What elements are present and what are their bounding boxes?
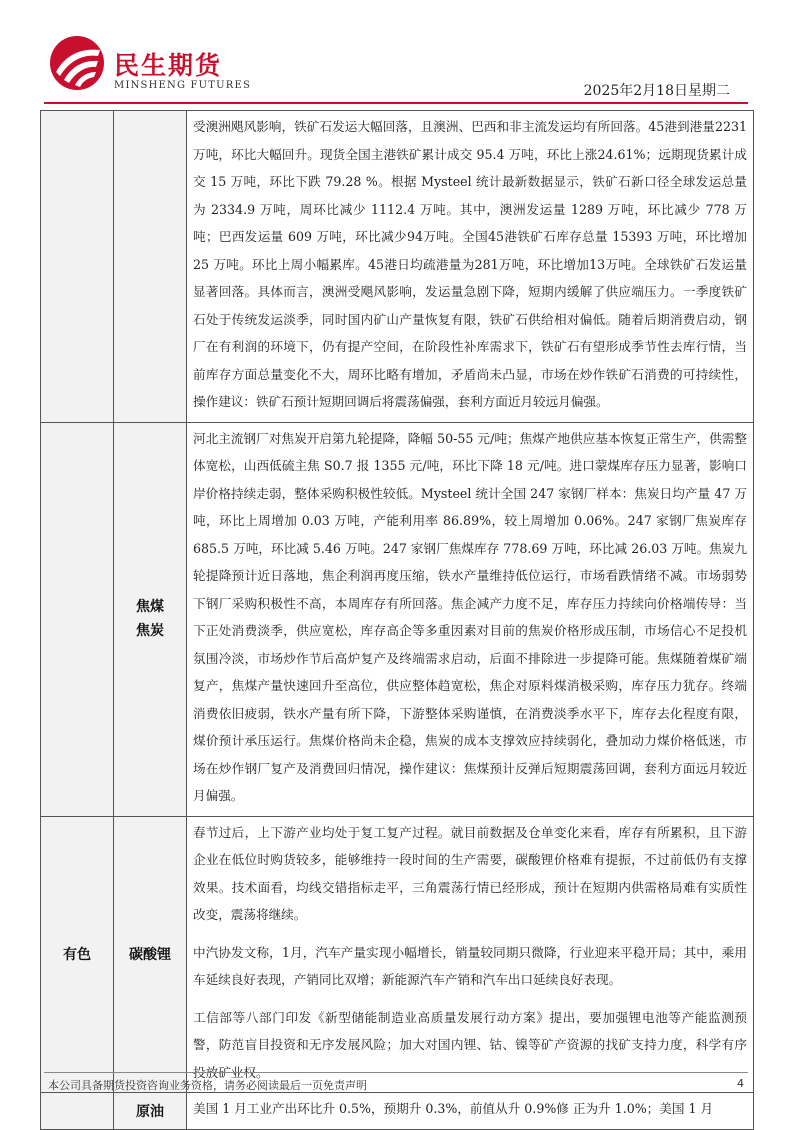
analysis-cell: [187, 816, 754, 1093]
footer-divider: [44, 1072, 748, 1073]
table-row: [41, 422, 754, 816]
group-cell: [41, 1093, 114, 1130]
table-row: [41, 111, 754, 423]
item-label-line-2: 焦炭: [136, 623, 164, 639]
item-label-line-1: 焦煤: [136, 599, 164, 615]
analysis-cell: [187, 1093, 754, 1130]
page-number: 4: [737, 1077, 744, 1090]
brand-name-cn: 民生期货: [114, 51, 223, 80]
group-cell-nonferrous: 有色: [41, 816, 114, 1093]
item-cell: [114, 111, 187, 423]
commodity-analysis-table: [40, 110, 754, 1130]
item-cell-lithium-carbonate: 碳酸锂: [114, 816, 187, 1093]
table-row: [41, 816, 754, 1093]
analysis-paragraph: 春节过后，上下游产业均处于复工复产过程。就目前数据及仓单变化来看，库存有所累积，且下游企业在低位时购货较多，能够维持一段时间的生产需要，碳酸锂价格难有提振，不过前低仍有支撑效果。技术面看，均线交错指标走平，三角震荡行情已经形成，预计在短期内供需格局难有实质性改变，震荡将继续。: [193, 824, 747, 922]
table-row: [41, 1093, 754, 1130]
analysis-paragraph: 工信部等八部门印发《新型储能制造业高质量发展行动方案》提出，要加强锂电池等产能监测预警，防范盲目投资和无序发展风险；加大对国内锂、钴、镍等矿产资源的找矿支持力度，科学有序投放矿业权。: [193, 1009, 747, 1080]
page-header: [0, 0, 794, 104]
group-cell: [41, 422, 114, 816]
header-divider: [44, 102, 748, 104]
disclaimer-footer: 本公司具备期货投资咨询业务资格，请务必阅读最后一页免责声明: [48, 1079, 367, 1092]
analysis-cell: [187, 422, 754, 816]
analysis-paragraph: 受澳洲飓风影响，铁矿石发运大幅回落，且澳洲、巴西和非主流发运均有所回落。45港到港量2231万吨，环比大幅回升。现货全国主港铁矿累计成交 95.4 万吨，环比上涨24.61%；远期现货累计成交 15 万吨，环比下跌 79.28 %。根据 Mysteel 统计最新数据显示，铁矿石新口径全球发运总量为 2334.9 万吨，周环比减少 1112.4 万吨。其中，澳洲发运量 1289 万吨，环比减少 778 万吨；巴西发运量 609 万吨，环比减少94万吨。全国45港铁矿石库存总量 15393 万吨，环比增加 25 万吨。环比上周小幅累库。45港日均疏港量为281万吨，环比增加13万吨。全球铁矿石发运量显著回落。具体而言，澳洲受飓风影响，发运量急剧下降，短期内缓解了供应端压力。一季度铁矿石处于传统发运淡季，同时国内矿山产量恢复有限，铁矿石供给相对偏低。随着后期消费启动，钢厂在有利润的环境下，仍有提产空间，在阶段性补库需求下，铁矿石有望形成季节性去库行情，当前库存方面总量变化不大，周环比略有增加，矛盾尚未凸显，市场在炒作铁矿石消费的可持续性，操作建议：铁矿石预计短期回调后将震荡偏强，套利方面近月较远月偏强。: [193, 119, 747, 409]
item-cell-coking-coal-coke: [114, 422, 187, 816]
analysis-paragraph: 河北主流钢厂对焦炭开启第九轮提降，降幅 50-55 元/吨；焦煤产地供应基本恢复正常生产，供需整体宽松，山西低硫主焦 S0.7 报 1355 元/吨，环比下降 18 元/吨。进口蒙煤库存压力显著，影响口岸价格持续走弱，整体采购积极性较低。Mysteel 统计全国 247 家钢厂样本：焦炭日均产量 47 万吨，环比上周增加 0.03 万吨，产能利用率 86.89%，较上周增加 0.06%。247 家钢厂焦炭库存 685.5 万吨，环比减 5.46 万吨。247 家钢厂焦煤库存 778.69 万吨，环比减 26.03 万吨。焦炭九轮提降预计近日落地，焦企利润再度压缩，铁水产量维持低位运行，市场看跌情绪不减。市场弱势下钢厂采购积极性不高，本周库存有所回落。焦企减产力度不足，库存压力持续向价格端传导：当下正处消费淡季，供应宽松，库存高企等多重因素对目前的焦炭价格形成压制，市场信心不足投机氛围冷淡，市场炒作节后高炉复产及终端需求启动，后面不排除进一步提降可能。焦煤随着煤矿端复产，焦煤产量快速回升至高位，供应整体趋宽松，焦企对原料煤消极采购，库存压力犹存。终端消费依旧疲弱，铁水产量有所下降，下游整体采购谨慎，在消费淡季水平下，库存去化程度有限，煤价预计承压运行。焦煤价格尚未企稳，焦炭的成本支撑效应持续弱化，叠加动力煤价格低迷，市场在炒作钢厂复产及消费回归情况，操作建议：焦煤预计反弹后短期震荡回调，套利方面远月较近月偏强。: [193, 430, 747, 803]
analysis-paragraph: 中汽协发文称，1月，汽车产量实现小幅增长，销量较同期只微降，行业迎来平稳开局；其中，乘用车延续良好表现，产销同比双增；新能源汽车产销和汽车出口延续良好表现。: [193, 944, 747, 987]
minsheng-logo-icon: [48, 34, 106, 92]
brand-name-en: MINSHENG FUTURES: [114, 80, 252, 91]
group-cell: [41, 111, 114, 423]
analysis-paragraph: 美国 1 月工业产出环比升 0.5%，预期升 0.3%，前值从升 0.9%修 正为升 1.0%；美国 1 月: [193, 1101, 714, 1116]
analysis-cell: [187, 111, 754, 423]
item-cell-crude-oil: 原油: [114, 1093, 187, 1130]
report-date: 2025年2月18日星期二: [583, 83, 730, 99]
